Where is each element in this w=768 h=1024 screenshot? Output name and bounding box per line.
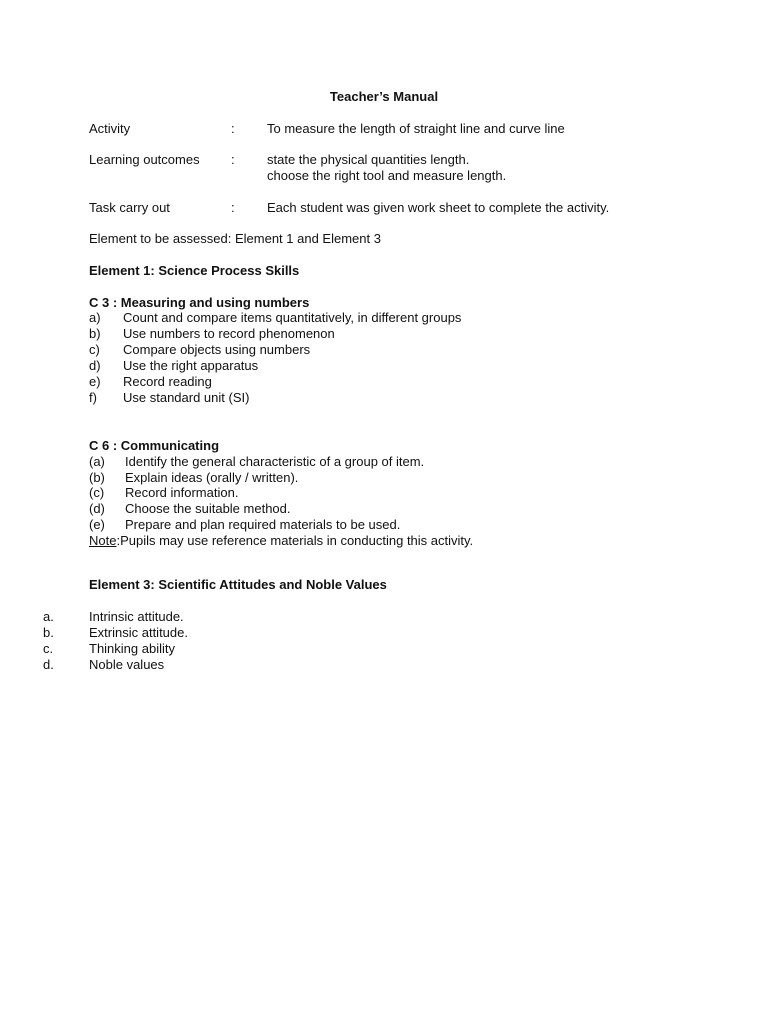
activity-value: To measure the length of straight line and curve line — [267, 121, 565, 136]
element1-heading: Element 1: Science Process Skills — [89, 263, 300, 278]
list-item: Record information. — [125, 485, 239, 500]
list-marker: e) — [89, 374, 101, 389]
note-label: Note — [89, 533, 117, 548]
task-colon: : — [231, 200, 235, 215]
list-marker: (e) — [89, 517, 105, 532]
list-item: Prepare and plan required materials to be used. — [125, 517, 401, 532]
activity-colon: : — [231, 121, 235, 136]
list-item: Use numbers to record phenomenon — [123, 326, 335, 341]
task-value: Each student was given work sheet to complete the activity. — [267, 200, 610, 215]
list-marker: b) — [89, 326, 101, 341]
list-item: Use the right apparatus — [123, 358, 259, 373]
activity-label: Activity — [89, 121, 131, 136]
list-item: Thinking ability — [89, 641, 175, 656]
list-marker: f) — [89, 390, 97, 405]
list-marker: a) — [89, 310, 101, 325]
list-marker: (a) — [89, 454, 105, 469]
list-marker: c) — [89, 342, 100, 357]
learning-outcomes-label: Learning outcomes — [89, 152, 200, 167]
list-marker: (c) — [89, 485, 105, 500]
element3-heading: Element 3: Scientific Attitudes and Noble Values — [89, 577, 387, 592]
assessed-line: Element to be assessed: Element 1 and Element 3 — [89, 231, 381, 246]
list-item: Extrinsic attitude. — [89, 625, 188, 640]
learning-outcomes-colon: : — [231, 152, 235, 167]
list-item: Count and compare items quantitatively, in different groups — [123, 310, 462, 325]
list-item: Use standard unit (SI) — [123, 390, 250, 405]
note-line — [89, 533, 473, 549]
task-label: Task carry out — [89, 200, 170, 215]
list-marker: c. — [43, 641, 54, 656]
list-marker: a. — [43, 609, 54, 624]
c6-heading: C 6 : Communicating — [89, 438, 220, 453]
note-text: :Pupils may use reference materials in conducting this activity. — [116, 533, 474, 548]
learning-outcome-2: choose the right tool and measure length. — [267, 168, 507, 183]
list-item: Explain ideas (orally / written). — [125, 470, 299, 485]
list-marker: b. — [43, 625, 54, 640]
list-marker: d) — [89, 358, 101, 373]
c3-heading: C 3 : Measuring and using numbers — [89, 295, 310, 310]
list-item: Intrinsic attitude. — [89, 609, 184, 624]
list-marker: d. — [43, 657, 54, 672]
learning-outcome-1: state the physical quantities length. — [267, 152, 470, 167]
list-item: Choose the suitable method. — [125, 501, 291, 516]
list-item: Identify the general characteristic of a group of item. — [125, 454, 425, 469]
list-marker: (d) — [89, 501, 105, 516]
list-marker: (b) — [89, 470, 105, 485]
list-item: Record reading — [123, 374, 212, 389]
list-item: Compare objects using numbers — [123, 342, 311, 357]
page-title: Teacher’s Manual — [329, 89, 439, 104]
list-item: Noble values — [89, 657, 165, 672]
